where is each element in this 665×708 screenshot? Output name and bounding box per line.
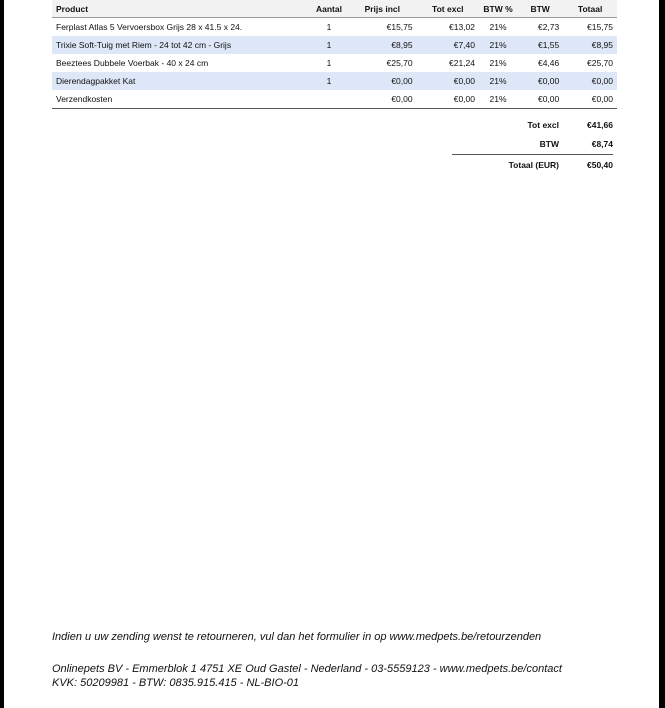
table-row <box>52 54 617 72</box>
row-tot-excl: €0,00 <box>417 90 479 109</box>
total-excl-row <box>452 115 613 134</box>
row-total: €15,75 <box>587 22 613 32</box>
row-vat-pct: 21% <box>489 22 507 32</box>
row-vat-pct: 21% <box>479 72 517 90</box>
row-tot-excl: €7,40 <box>417 36 479 54</box>
row-vat: €2,73 <box>537 22 560 32</box>
row-qty: 1 <box>310 36 348 54</box>
row-tot-excl: €21,24 <box>449 58 475 68</box>
total-excl-value: €41,66 <box>587 119 613 130</box>
vat-total-row <box>452 134 613 153</box>
totals-block <box>452 115 613 174</box>
row-product: Beeztees Dubbele Voerbak - 40 x 24 cm <box>56 58 209 68</box>
total-excl-label: Tot excl <box>527 119 559 130</box>
row-price-incl: €25,70 <box>386 58 413 68</box>
row-total: €8,95 <box>563 36 617 54</box>
table-row <box>52 90 617 109</box>
header-price-incl: Prijs incl <box>348 0 417 18</box>
row-total: €0,00 <box>563 90 617 109</box>
row-vat-pct: 21% <box>479 36 517 54</box>
header-vat-pct: BTW % <box>479 0 517 18</box>
row-vat: €0,00 <box>517 72 563 90</box>
invoice-page <box>4 0 659 708</box>
row-vat-pct: 21% <box>489 58 507 68</box>
vat-total-label: BTW <box>539 138 559 149</box>
grand-total-row <box>452 154 613 174</box>
row-product: Trixie Soft-Tuig met Riem - 24 tot 42 cm - Grijs <box>52 36 310 54</box>
row-product: Ferplast Atlas 5 Vervoersbox Grijs 28 x 41.5 x 24. <box>56 22 243 32</box>
row-qty: 1 <box>326 22 332 32</box>
row-qty <box>310 90 348 109</box>
grand-total-value: €50,40 <box>587 159 613 170</box>
row-vat: €4,46 <box>537 58 560 68</box>
header-tot-excl: Tot excl <box>417 0 479 18</box>
grand-total-label: Totaal (EUR) <box>508 159 559 170</box>
row-price-incl: €15,75 <box>386 22 413 32</box>
return-note: Indien u uw zending wenst te retourneren, vul dan het formulier in op www.medpets.be/retourzenden <box>52 631 542 643</box>
header-vat: BTW <box>517 0 563 18</box>
registration-info: KVK: 50209981 - BTW: 0835.915.415 - NL-BIO-01 <box>52 677 300 689</box>
row-vat: €0,00 <box>517 90 563 109</box>
table-row <box>52 72 617 90</box>
row-vat-pct: 21% <box>479 90 517 109</box>
invoice-table <box>52 0 617 109</box>
company-info: Onlinepets BV - Emmerblok 1 4751 XE Oud Gastel - Nederland - 03-5559123 - www.medpets.be/contact <box>52 663 562 675</box>
row-price-incl: €0,00 <box>348 90 417 109</box>
header-total: Totaal <box>563 0 617 18</box>
table-row <box>52 36 617 54</box>
row-price-incl: €8,95 <box>348 36 417 54</box>
table-header-row <box>52 0 617 18</box>
row-price-incl: €0,00 <box>348 72 417 90</box>
row-tot-excl: €13,02 <box>449 22 475 32</box>
row-qty: 1 <box>310 72 348 90</box>
row-total: €25,70 <box>587 58 613 68</box>
row-total: €0,00 <box>563 72 617 90</box>
row-qty: 1 <box>326 58 332 68</box>
vat-total-value: €8,74 <box>591 138 613 149</box>
row-vat: €1,55 <box>517 36 563 54</box>
row-product: Dierendagpakket Kat <box>52 72 310 90</box>
header-qty: Aantal <box>310 0 348 18</box>
table-row <box>52 18 617 37</box>
row-tot-excl: €0,00 <box>417 72 479 90</box>
row-product: Verzendkosten <box>52 90 310 109</box>
header-product: Product <box>52 0 310 18</box>
